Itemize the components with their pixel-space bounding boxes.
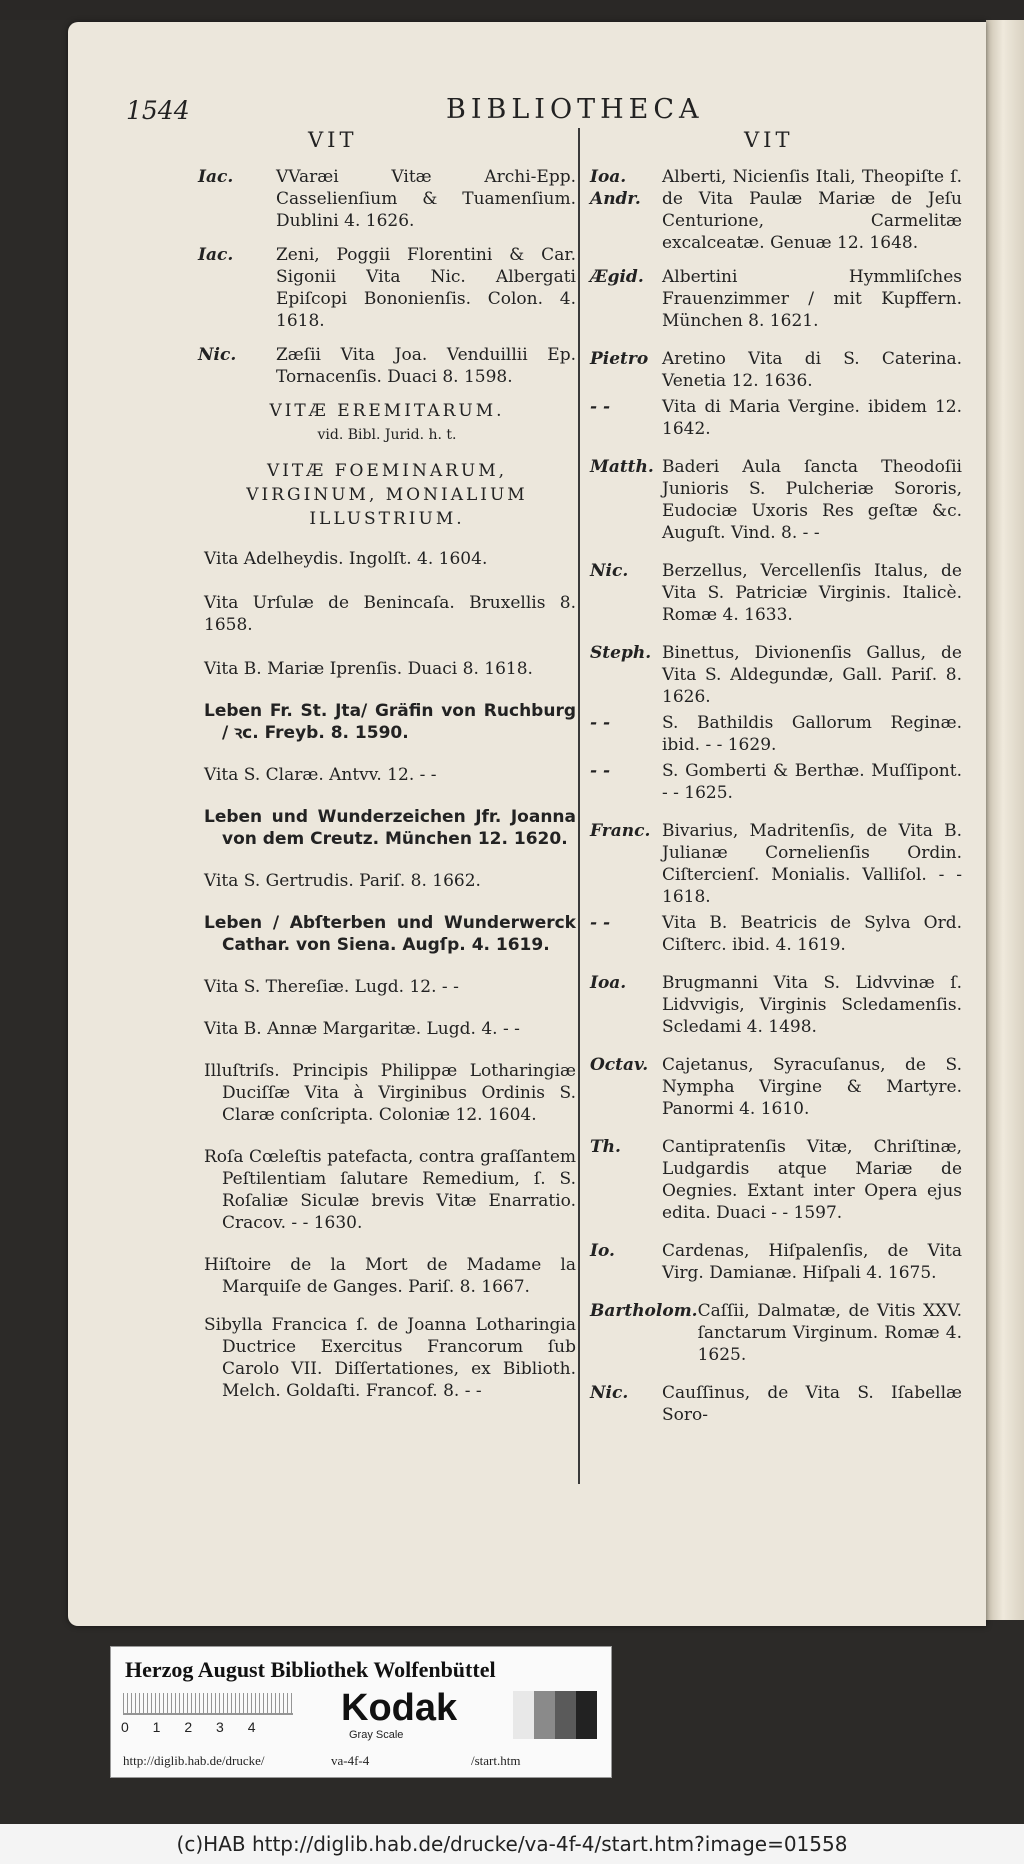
list-item: Vita S. Thereſiæ. Lugd. 12. - -	[204, 977, 459, 997]
entry-text: Vita B. Beatricis de Sylva Ord. Ciſterc. ibid. 4. 1619.	[662, 913, 962, 955]
adjacent-page-edge	[986, 20, 1024, 1620]
list-item: Roſa Cœleſtis patefacta, contra graſſantem Peſtilentiam ſalutare Remedium, ſ. S. Roſaliæ Siculæ brevis Vitæ Enarratio. Cracov. - - 1630.	[204, 1147, 576, 1233]
list-item: Vita B. Annæ Margaritæ. Lugd. 4. - -	[204, 1019, 520, 1039]
list-item: Illuſtriſs. Principis Philippæ Lotharingiæ Duciſſæ Vita à Virginibus Ordinis S. Claræ conſcripta. Coloniæ 12. 1604.	[204, 1061, 576, 1125]
library-name: Herzog August Bibliothek Wolfenbüttel	[125, 1657, 496, 1682]
gray-swatch	[534, 1691, 555, 1739]
entry-author-initial: - -	[590, 397, 611, 417]
entry-text: Alberti, Nicienſis Itali, Theopiſte ſ. de Vita Paulæ Mariæ de Jeſu Centurione, Carmelitæ excalceatæ. Genuæ 12. 1648.	[662, 167, 962, 253]
entry-author-initial: Nic.	[198, 345, 237, 365]
target-url-shelfmark: va-4f-4	[331, 1753, 370, 1768]
page-number: 1544	[126, 96, 190, 125]
bib-entry	[590, 972, 962, 1038]
bib-entry	[198, 166, 576, 232]
entry-text: Brugmanni Vita S. Lidvvinæ ſ. Lidvvigis, Virginis Scledamenſis. Scledami 4. 1498.	[662, 973, 962, 1037]
gray-scale-label: Gray Scale	[349, 1729, 404, 1741]
column-divider	[578, 128, 580, 1484]
kodak-logo: Kodak	[341, 1687, 458, 1729]
entry-text: S. Gomberti & Berthæ. Muſſipont. - - 1625.	[662, 761, 962, 803]
entry-author-initial: Franc.	[590, 821, 651, 841]
bib-entry	[198, 244, 576, 332]
entry-text: Baderi Aula ſancta Theodoſii Junioris S. Pulcheriæ Sororis, Eudociæ Uxoris Res geſtæ &c. Auguſt. Vind. 8. - -	[662, 457, 962, 543]
entry-author-initial: Bartholom.	[590, 1301, 698, 1321]
entry-author-initial: Matth.	[590, 457, 654, 477]
running-title: BIBLIOTHECA	[446, 94, 704, 125]
scan-background-top	[0, 0, 1024, 20]
entry-text: Cardenas, Hiſpalenſis, de Vita Virg. Damianæ. Hiſpali 4. 1675.	[662, 1241, 962, 1283]
gray-swatch	[513, 1691, 534, 1739]
entry-author-initial: Octav.	[590, 1055, 649, 1075]
entry-author-initial: - -	[590, 713, 611, 733]
bib-entry	[590, 1300, 962, 1366]
bib-entry	[590, 642, 962, 708]
target-url-base: http://diglib.hab.de/drucke/	[123, 1753, 265, 1768]
gray-swatch	[555, 1691, 576, 1739]
bib-entry	[590, 912, 962, 956]
entry-author-initial: Ioa.	[590, 973, 627, 993]
entry-author-initial: - -	[590, 913, 611, 933]
copyright-footer: (c)HAB http://diglib.hab.de/drucke/va-4f-4/start.htm?image=01558	[0, 1824, 1024, 1864]
right-column	[590, 166, 962, 1438]
bib-entry	[590, 396, 962, 440]
entry-author-initial: Ægid.	[590, 267, 644, 287]
entry-author-initial: Pietro	[590, 349, 649, 369]
target-url-file: /start.htm	[471, 1753, 521, 1768]
left-column	[198, 166, 576, 1414]
bib-entry	[590, 456, 962, 544]
list-item: Vita Adelheydis. Ingolſt. 4. 1604.	[204, 549, 488, 569]
list-item: Leben Fr. St. Jta/ Gräfin von Ruchburg / ꝛc. Freyb. 8. 1590.	[204, 701, 576, 743]
section-crossref: vid. Bibl. Jurid. h. t.	[317, 427, 457, 443]
scale-ruler	[123, 1693, 293, 1715]
list-item: Hiſtoire de la Mort de Madame la Marquiſe de Ganges. Pariſ. 8. 1667.	[204, 1255, 576, 1297]
entry-text: Zæſii Vita Joa. Venduillii Ep. Tornacenſis. Duaci 8. 1598.	[276, 345, 576, 387]
bib-entry	[590, 1240, 962, 1284]
bib-entry	[590, 1382, 962, 1426]
section-heading-foeminarum: VITÆ FOEMINARUM,	[266, 461, 508, 481]
entry-text: Albertini Hymmliſches Frauenzimmer / mit Kupffern. München 8. 1621.	[662, 267, 962, 331]
entry-author-initial: Nic.	[590, 561, 629, 581]
entry-text: Berzellus, Vercellenſis Italus, de Vita S. Patriciæ Virginis. Italicè. Romæ 4. 1633.	[662, 561, 962, 625]
entry-text: Cajetanus, Syracuſanus, de S. Nympha Virgine & Martyre. Panormi 4. 1610.	[662, 1055, 962, 1119]
gray-swatch	[576, 1691, 597, 1739]
section-heading-foeminarum-3: ILLUSTRIUM.	[309, 509, 465, 529]
bib-entry	[590, 820, 962, 908]
entry-author-initial: Th.	[590, 1137, 621, 1157]
entry-text: Aretino Vita di S. Caterina. Venetia 12. 1636.	[662, 349, 962, 391]
bib-entry	[590, 266, 962, 332]
entry-text: Caſſii, Dalmatæ, de Vitis XXV. ſanctarum Virginum. Romæ 4. 1625.	[697, 1301, 962, 1365]
entry-author-initial: Nic.	[590, 1383, 629, 1403]
entry-text: Zeni, Poggii Florentini & Car. Sigonii Vita Nic. Albergati Epiſcopi Bononienſis. Colon. 4. 1618.	[276, 245, 576, 331]
bib-entry	[590, 760, 962, 804]
bib-entry	[590, 348, 962, 392]
list-item: Vita S. Gertrudis. Pariſ. 8. 1662.	[204, 871, 481, 891]
bib-entry	[590, 712, 962, 756]
bib-entry	[590, 1054, 962, 1120]
gray-swatches	[513, 1691, 597, 1739]
section-heading-foeminarum-2: VIRGINUM, MONIALIUM	[246, 485, 528, 505]
list-item: Vita B. Mariæ Iprenſis. Duaci 8. 1618.	[204, 659, 533, 679]
bib-entry	[590, 166, 962, 254]
scale-numbers: 0 1 2 3 4	[121, 1719, 256, 1735]
section-heading-eremitarum: VITÆ EREMITARUM.	[269, 401, 505, 421]
entry-author-initial: Ioa. Andr.	[590, 167, 641, 209]
list-item: Sibylla Francica ſ. de Joanna Lotharingia Ductrice Exercitus Francorum ſub Carolo VII. Diſſertationes, ex Biblioth. Melch. Goldaſti. Francof. 8. - -	[204, 1315, 576, 1401]
bib-entry	[198, 344, 576, 388]
list-item: Vita S. Claræ. Antvv. 12. - -	[204, 765, 437, 785]
entry-text: Binettus, Divionenſis Gallus, de Vita S. Aldegundæ, Gall. Pariſ. 8. 1626.	[662, 643, 962, 707]
entry-text: Bivarius, Madritenſis, de Vita B. Julianæ Cornelienſis Ordin. Ciſtercienſ. Monialis. Valliſol. - - 1618.	[662, 821, 962, 907]
bib-entry	[590, 560, 962, 626]
entry-author-initial: Iac.	[198, 245, 234, 265]
entry-text: Cauſſinus, de Vita S. Iſabellæ Soro-	[662, 1383, 962, 1425]
list-item: Leben / Abſterben und Wunderwerck Cathar. von Siena. Augſp. 4. 1619.	[204, 913, 576, 955]
list-item: Leben und Wunderzeichen Jfr. Joanna von dem Creutz. München 12. 1620.	[204, 807, 576, 849]
entry-author-initial: Steph.	[590, 643, 652, 663]
entry-author-initial: - -	[590, 761, 611, 781]
kodak-color-target	[110, 1646, 612, 1778]
entry-author-initial: Io.	[590, 1241, 615, 1261]
entry-text: S. Bathildis Gallorum Reginæ. ibid. - - 1629.	[662, 713, 962, 755]
list-item: Vita Urſulæ de Benincaſa. Bruxellis 8. 1658.	[204, 593, 576, 635]
entry-text: Vita di Maria Vergine. ibidem 12. 1642.	[662, 397, 962, 439]
bib-entry	[590, 1136, 962, 1224]
entry-text: VVaræi Vitæ Archi-Epp. Casselienſium & Tuamenſium. Dublini 4. 1626.	[276, 167, 576, 231]
entry-author-initial: Iac.	[198, 167, 234, 187]
entry-text: Cantipratenſis Vitæ, Chriſtinæ, Ludgardis atque Mariæ de Oegnies. Extant inter Opera ejus edita. Duaci - - 1597.	[662, 1137, 962, 1223]
right-column-head: VIT	[744, 128, 794, 152]
left-column-head: VIT	[308, 128, 358, 152]
